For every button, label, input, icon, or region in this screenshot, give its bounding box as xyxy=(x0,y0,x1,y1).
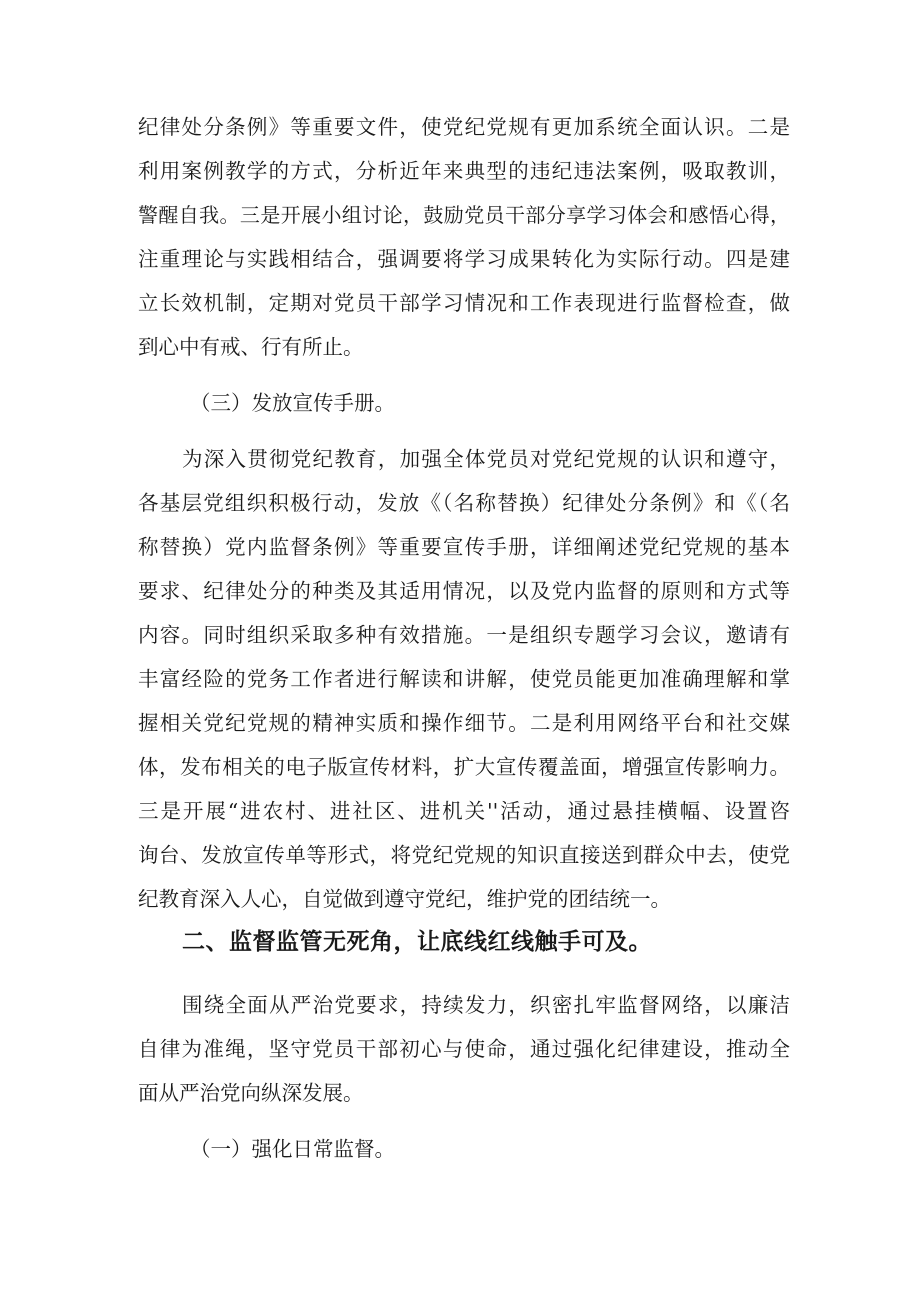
text-line: 丰富经险的党务工作者进行解读和讲解，使党员能更加准确理解和掌 xyxy=(138,667,790,691)
paragraph-continued xyxy=(138,105,790,369)
text-line: 握相关党纪党规的精神实质和操作细节。二是利用网络平台和社交媒 xyxy=(138,711,790,735)
text-line: 警醒自我。三是开展小组讨论，鼓励党员干部分享学习体会和感悟心得， xyxy=(138,203,790,227)
paragraph-supervision xyxy=(138,983,790,1115)
text-line: 到心中有戒、行有所止。 xyxy=(138,335,364,359)
section-heading: 二、监督监管无死角，让底线红线触手可及。 xyxy=(182,929,652,955)
text-line: 内容。同时组织采取多种有效措施。一是组织专题学习会议，邀请有 xyxy=(138,623,790,647)
text-line: 立长效机制，定期对党员干部学习情况和工作表现进行监督检查，做 xyxy=(138,291,790,315)
text-line: 三是开展“进农村、进社区、进机关''活动，通过悬挂横幅、设置咨 xyxy=(138,799,790,823)
text-line: 自律为准绳，坚守党员干部初心与使命，通过强化纪律建设，推动全 xyxy=(138,1037,790,1061)
text-line: 围绕全面从严治党要求，持续发力，织密扎牢监督网络，以廉洁 xyxy=(182,993,790,1017)
text-line: 为深入贯彻党纪教育，加强全体党员对党纪党规的认识和遵守， xyxy=(182,447,790,471)
text-line: 称替换）党内监督条例》等重要宣传手册，详细阐述党纪党规的基本 xyxy=(138,535,790,559)
text-line: 利用案例教学的方式，分析近年来典型的违纪违法案例，吸取教训， xyxy=(138,159,790,183)
text-line: 体，发布相关的电子版宣传材料，扩大宣传覆盖面，增强宣传影响力。 xyxy=(138,755,790,779)
text-line: 要求、纪律处分的种类及其适用情况，以及党内监督的原则和方式等 xyxy=(138,579,790,603)
paragraph-distribute-manuals xyxy=(138,437,790,921)
text-line: 各基层党组织积极行动，发放《（名称替换）纪律处分条例》和《（名 xyxy=(138,491,790,515)
subheading-distribute-manuals: （三）发放宣传手册。 xyxy=(190,391,395,415)
text-line: 询台、发放宣传单等形式，将党纪党规的知识直接送到群众中去，使党 xyxy=(138,843,790,867)
subheading-daily-supervision: （一）强化日常监督。 xyxy=(190,1137,395,1161)
text-line: 纪律处分条例》等重要文件，使党纪党规有更加系统全面认识。二是 xyxy=(138,115,790,139)
text-line: 纪教育深入人心，自觉做到遵守党纪，维护党的团结统一。 xyxy=(138,887,671,911)
text-line: 注重理论与实践相结合，强调要将学习成果转化为实际行动。四是建 xyxy=(138,247,790,271)
text-line: 面从严治党向纵深发展。 xyxy=(138,1081,364,1105)
